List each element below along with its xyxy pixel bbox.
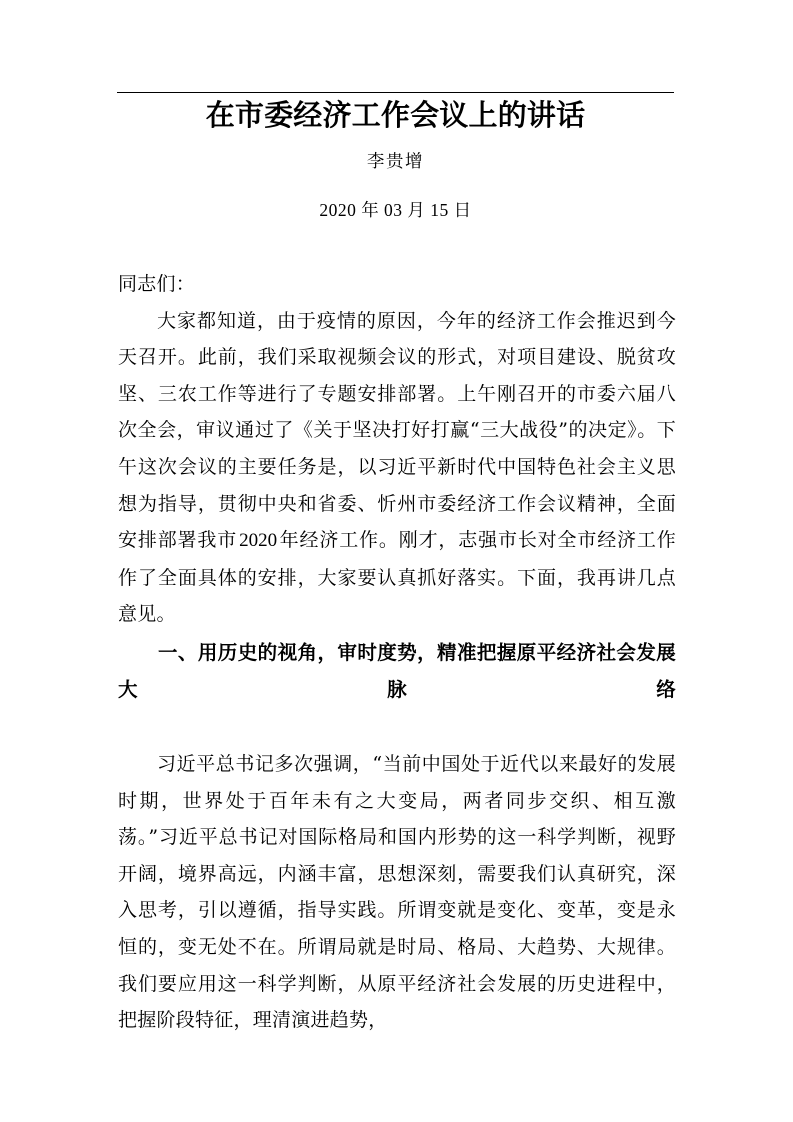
paragraph-1-year: 2020: [239, 530, 278, 552]
salutation: 同志们：: [118, 273, 196, 295]
document-date: 2020 年 03 月 15 日: [319, 200, 472, 220]
document-author: 李贵增: [366, 152, 425, 172]
paragraph-1-part-b: 年经济工作。刚才，志强市长对全市经济工作作了全面具体的安排，大家要认真抓好落实。下面，我再讲几点意见。: [118, 529, 676, 626]
paragraph-2: 习近平总书记多次强调，“当前中国处于近代以来最好的发展时期，世界处于百年未有之大变局，两者同步交织、相互激荡。”习近平总书记对国际格局和国内形势的这一科学判断，视野开阔，境界高远，内涵丰富，思想深刻，需要我们认真研究，深入思考，引以遵循，指导实践。所谓变就是变化、变革，变是永恒的，变无处不在。所谓局就是时局、格局、大趋势、大规律。我们要应用这一科学判断，从原平经济社会发展的历史进程中，把握阶段特征，理清演进趋势，: [118, 752, 676, 1032]
document-title: 在市委经济工作会议上的讲话: [205, 100, 586, 132]
paragraph-1: [118, 303, 676, 633]
section-heading-1: 一、用历史的视角，审时度势，精准把握原平经济社会发展大脉络: [118, 641, 676, 701]
document-body: [118, 266, 676, 1039]
paragraph-1-part-a: 大家都知道，由于疫情的原因，今年的经济工作会推迟到今天召开。此前，我们采取视频会议的形式，对项目建设、脱贫攻坚、三农工作等进行了专题安排部署。上午刚召开的市委六届八次全会，审议通过了《关于坚决打好打赢“三大战役”的决定》。下午这次会议的主要任务是，以习近平新时代中国特色社会主义思想为指导，贯彻中央和省委、忻州市委经济工作会议精神，全面安排部署我市: [118, 309, 676, 552]
header-divider: [117, 92, 674, 93]
title-block: [117, 96, 674, 224]
